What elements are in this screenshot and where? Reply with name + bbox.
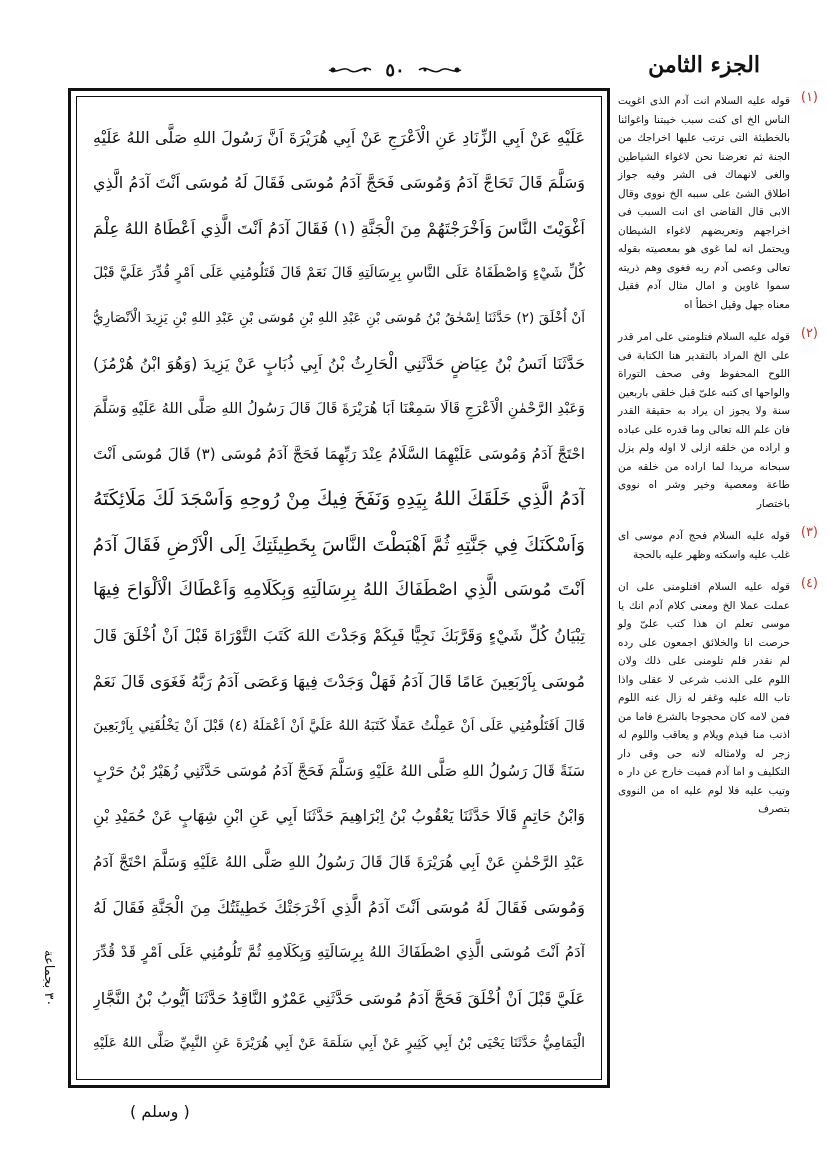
hadith-line: اَنْتَ مُوسَى الَّذِي اصْطَفَاكَ اللهُ بِرِسَالَتِهِ وَبِكَلَامِهِ وَاَعْطَاكَ الْاَلْوَاحَ فِيهَا xyxy=(93,579,585,600)
margin-mark: ٣٠ بجماعة xyxy=(41,950,56,1007)
note-number: (٢) xyxy=(800,326,818,341)
commentary-note xyxy=(618,578,818,819)
hadith-line: عَبْدِ الرَّحْمٰنِ عَنْ اَبِي هُرَيْرَةَ قَالَ قَالَ رَسُولُ اللهِ صَلَّى اللهُ عَلَيْهِ وَسَلَّمَ احْتَجَّ آدَمُ xyxy=(93,852,585,871)
hadith-line: وَعَبْدِ الرَّحْمٰنِ الْاَعْرَجِ قَالَا سَمِعْنَا اَبَا هُرَيْرَةَ قَالَ قَالَ رَسُولُ اللهِ صَلَّى اللهُ عَلَيْهِ وَسَلَّمَ xyxy=(93,400,585,417)
left-ornament-icon xyxy=(417,61,463,82)
note-text: قوله عليه السلام انت آدم الذى اغويت الناس الخ اى كنت سبب خيبتنا واغوائنا بالخطيئة التى ترتب عليها اخراجك من الجنة ثم تعرضنا نحن لاغواء الشياطين والغى لانهماك فى الشر وفيه جواز اطلاق الشئ على سببه الخ نووى وقال الابى قال القاضى اى انت السبب فى اخراجهم وتعريضهم لاغواء الشيطان ويحتمل انه لما غوى هو بمعصيته بقوله تعالى وعصى آدم ربه فغوى وهم ذريته سموا غاوين و امال مثال آدم فقيل معناه جهل وقيل اخطأ اه xyxy=(618,95,790,311)
hadith-line: وَابْنُ حَاتِمٍ قَالَا حَدَّثَنَا يَعْقُوبُ بْنُ اِبْرَاهِيمَ حَدَّثَنَا اَبِي عَنِ ابْنِ شِهَابٍ عَنْ حُمَيْدِ بْنِ xyxy=(93,807,585,826)
hadith-line: قَالَ اَفَتَلُومُنِي عَلَى اَنْ عَمِلْتُ عَمَلًا كَتَبَهُ اللهُ عَلَيَّ اَنْ اَعْمَلَهُ (٤) قَبْلَ اَنْ يَخْلُقَنِي بِاَرْبَعِينَ xyxy=(93,717,585,734)
page-header xyxy=(70,44,760,94)
hadith-line: كُلِّ شَيْءٍ وَاصْطَفَاهُ عَلَى النَّاسِ بِرِسَالَتِهِ قَالَ نَعَمْ قَالَ فَتَلُومُنِي عَلَى اَمْرٍ قُدِّرَ عَلَيَّ قَبْلَ xyxy=(93,264,585,281)
note-number: (١) xyxy=(800,90,818,105)
hadith-line: حَدَّثَنَا اَنَسُ بْنُ عِيَاضٍ حَدَّثَنِي الْحَارِثُ بْنُ اَبِي ذُبَابٍ عَنْ يَزِيدَ (وَهُوَ ابْنُ هُرْمُزَ) xyxy=(93,354,585,374)
hadith-line: تِبْيَانُ كُلِّ شَيْءٍ وَقَرَّبَكَ نَجِيًّا فَبِكَمْ وَجَدْتَ اللهَ كَتَبَ التَّوْرَاةَ قَبْلَ اَنْ اُخْلَقَ قَالَ xyxy=(93,626,585,646)
hadith-line: آدَمُ الَّذِي خَلَقَكَ اللهُ بِيَدِهِ وَنَفَخَ فِيكَ مِنْ رُوحِهِ وَاَسْجَدَ لَكَ مَلَائِكَتَهُ xyxy=(93,488,585,511)
hadith-line: وَمُوسَى فَقَالَ لَهُ مُوسَى اَنْتَ آدَمُ الَّذِي اَخْرَجَتْكَ خَطِيئَتُكَ مِنَ الْجَنَّةِ فَقَالَ لَهُ xyxy=(93,898,585,918)
catchword: ( وسلم ) xyxy=(130,1102,190,1121)
juz-title: الجزء الثامن xyxy=(648,52,760,78)
note-number: (٤) xyxy=(800,576,818,591)
hadith-line: عَلَيَّ قَبْلَ اَنْ اُخْلَقَ فَحَجَّ آدَمُ مُوسَى حَدَّثَنِي عَمْرٌو النَّاقِدُ حَدَّثَنَا اَيُّوبُ بْنُ النَّجَّارِ xyxy=(93,988,585,1008)
right-ornament-icon xyxy=(327,61,373,82)
commentary-note xyxy=(618,328,818,513)
note-number: (٣) xyxy=(800,525,818,540)
hadith-line: آدَمُ اَنْتَ مُوسَى الَّذِي اصْطَفَاكَ اللهُ بِرِسَالَتِهِ وَبِكَلَامِهِ ثُمَّ تَلُومُنِي عَلَى اَمْرٍ قَدْ قُدِّرَ xyxy=(93,943,585,962)
commentary-note xyxy=(618,92,818,314)
hadith-line: مُوسَى بِاَرْبَعِينَ عَامًا قَالَ آدَمُ فَهَلْ وَجَدْتَ فِيهَا وَعَصَى آدَمُ رَبَّهُ فَغَوَى قَالَ نَعَمْ xyxy=(93,671,585,691)
hadith-line: عَلَيْهِ عَنْ اَبِي الزِّنَادِ عَنِ الْاَعْرَجِ عَنْ اَبِي هُرَيْرَةَ اَنَّ رَسُولَ اللهِ صَلَّى اللهُ عَلَيْهِ xyxy=(93,128,585,147)
main-text-inner-frame xyxy=(76,96,602,1080)
page-number: ٥٠ xyxy=(385,60,405,81)
page-number-block xyxy=(295,60,495,82)
hadith-line: اَغْوَيْتَ النَّاسَ وَاَخْرَجْتَهُمْ مِنَ الْجَنَّةِ (١) فَقَالَ آدَمُ اَنْتَ الَّذِي اَعْطَاهُ اللهُ عِلْمَ xyxy=(93,218,585,238)
hadith-text xyxy=(93,115,585,1065)
main-text-frame xyxy=(68,88,610,1088)
note-text: قوله عليه السلام افتلومنى على ان عملت عملا الخ ومعنى كلام آدم انك يا موسى تعلم ان هذا كتب علىّ ولو حرصت انا والخلائق اجمعون على رده لم نقدر فلم تلومنى على ذلك ولان اللوم على الذنب شرعى لا عقلى واذا تاب الله عليه وغفر له زال عنه اللوم فمن لامه كان محجوجا بالشرع فاما من اذنب منا فيذم ويلام و يعاقب واللوم له زجر له ولامثاله لانه حى وقى دار التكليف و اما آدم فميت خارج عن دار ه وتيب عليه فلا لوم عليه اه من النووى بتصرف xyxy=(618,581,790,815)
commentary-note xyxy=(618,527,818,564)
note-text: قوله عليه السلام فحج آدم موسى اى غلب عليه واسكته وظهر عليه بالحجة xyxy=(618,530,790,561)
hadith-line: وَسَلَّمَ قَالَ تَحَاجَّ آدَمُ وَمُوسَى فَحَجَّ آدَمُ مُوسَى فَقَالَ لَهُ مُوسَى اَنْتَ آدَمُ الَّذِي xyxy=(93,173,585,193)
note-text: قوله عليه السلام فتلومنى على امر قدر على الخ المراد بالتقدير هنا الكتابة فى اللوح المحفوظ وفى صحف التوراة والواحها اى كتبه علىّ قبل خلقى باربعين سنة ولا يجوز ان يراد به حقيقة القدر فان علم الله تعالى وما قدره على عباده و اراده من خلقه ازلى لا اوله ولم يزل سبحانه مريدا لما اراده من خلقه من طاعة ومعصية وخير وشر اه نووى باختصار xyxy=(618,331,790,510)
commentary-column xyxy=(618,92,818,1092)
hadith-line: سَنَةً قَالَ رَسُولُ اللهِ صَلَّى اللهُ عَلَيْهِ وَسَلَّمَ فَحَجَّ آدَمُ مُوسَى حَدَّثَنِي زُهَيْرُ بْنُ حَرْبٍ xyxy=(93,762,585,781)
hadith-line: وَاَسْكَنَكَ فِي جَنَّتِهِ ثُمَّ اَهْبَطْتَ النَّاسَ بِخَطِيئَتِكَ اِلَى الْاَرْضِ فَقَالَ آدَمُ xyxy=(93,534,585,556)
hadith-line: احْتَجَّ آدَمُ وَمُوسَى عَلَيْهِمَا السَّلَامُ عِنْدَ رَبِّهِمَا فَحَجَّ آدَمُ مُوسَى (٣) قَالَ مُوسَى اَنْتَ xyxy=(93,445,585,464)
hadith-line: اَنْ اُخْلَقَ (٢) حَدَّثَنَا اِسْحٰقُ بْنُ مُوسَى بْنِ عَبْدِ اللهِ بْنِ مُوسَى بْنِ عَبْدِ اللهِ بْنِ يَزِيدَ الْاَنْصَارِيُّ xyxy=(93,310,585,327)
hadith-line: الْيَمَامِيُّ حَدَّثَنَا يَحْيَى بْنُ اَبِي كَثِيرٍ عَنْ اَبِي سَلَمَةَ عَنْ اَبِي هُرَيْرَةَ عَنِ النَّبِيِّ صَلَّى اللهُ عَلَيْهِ xyxy=(93,1034,585,1051)
